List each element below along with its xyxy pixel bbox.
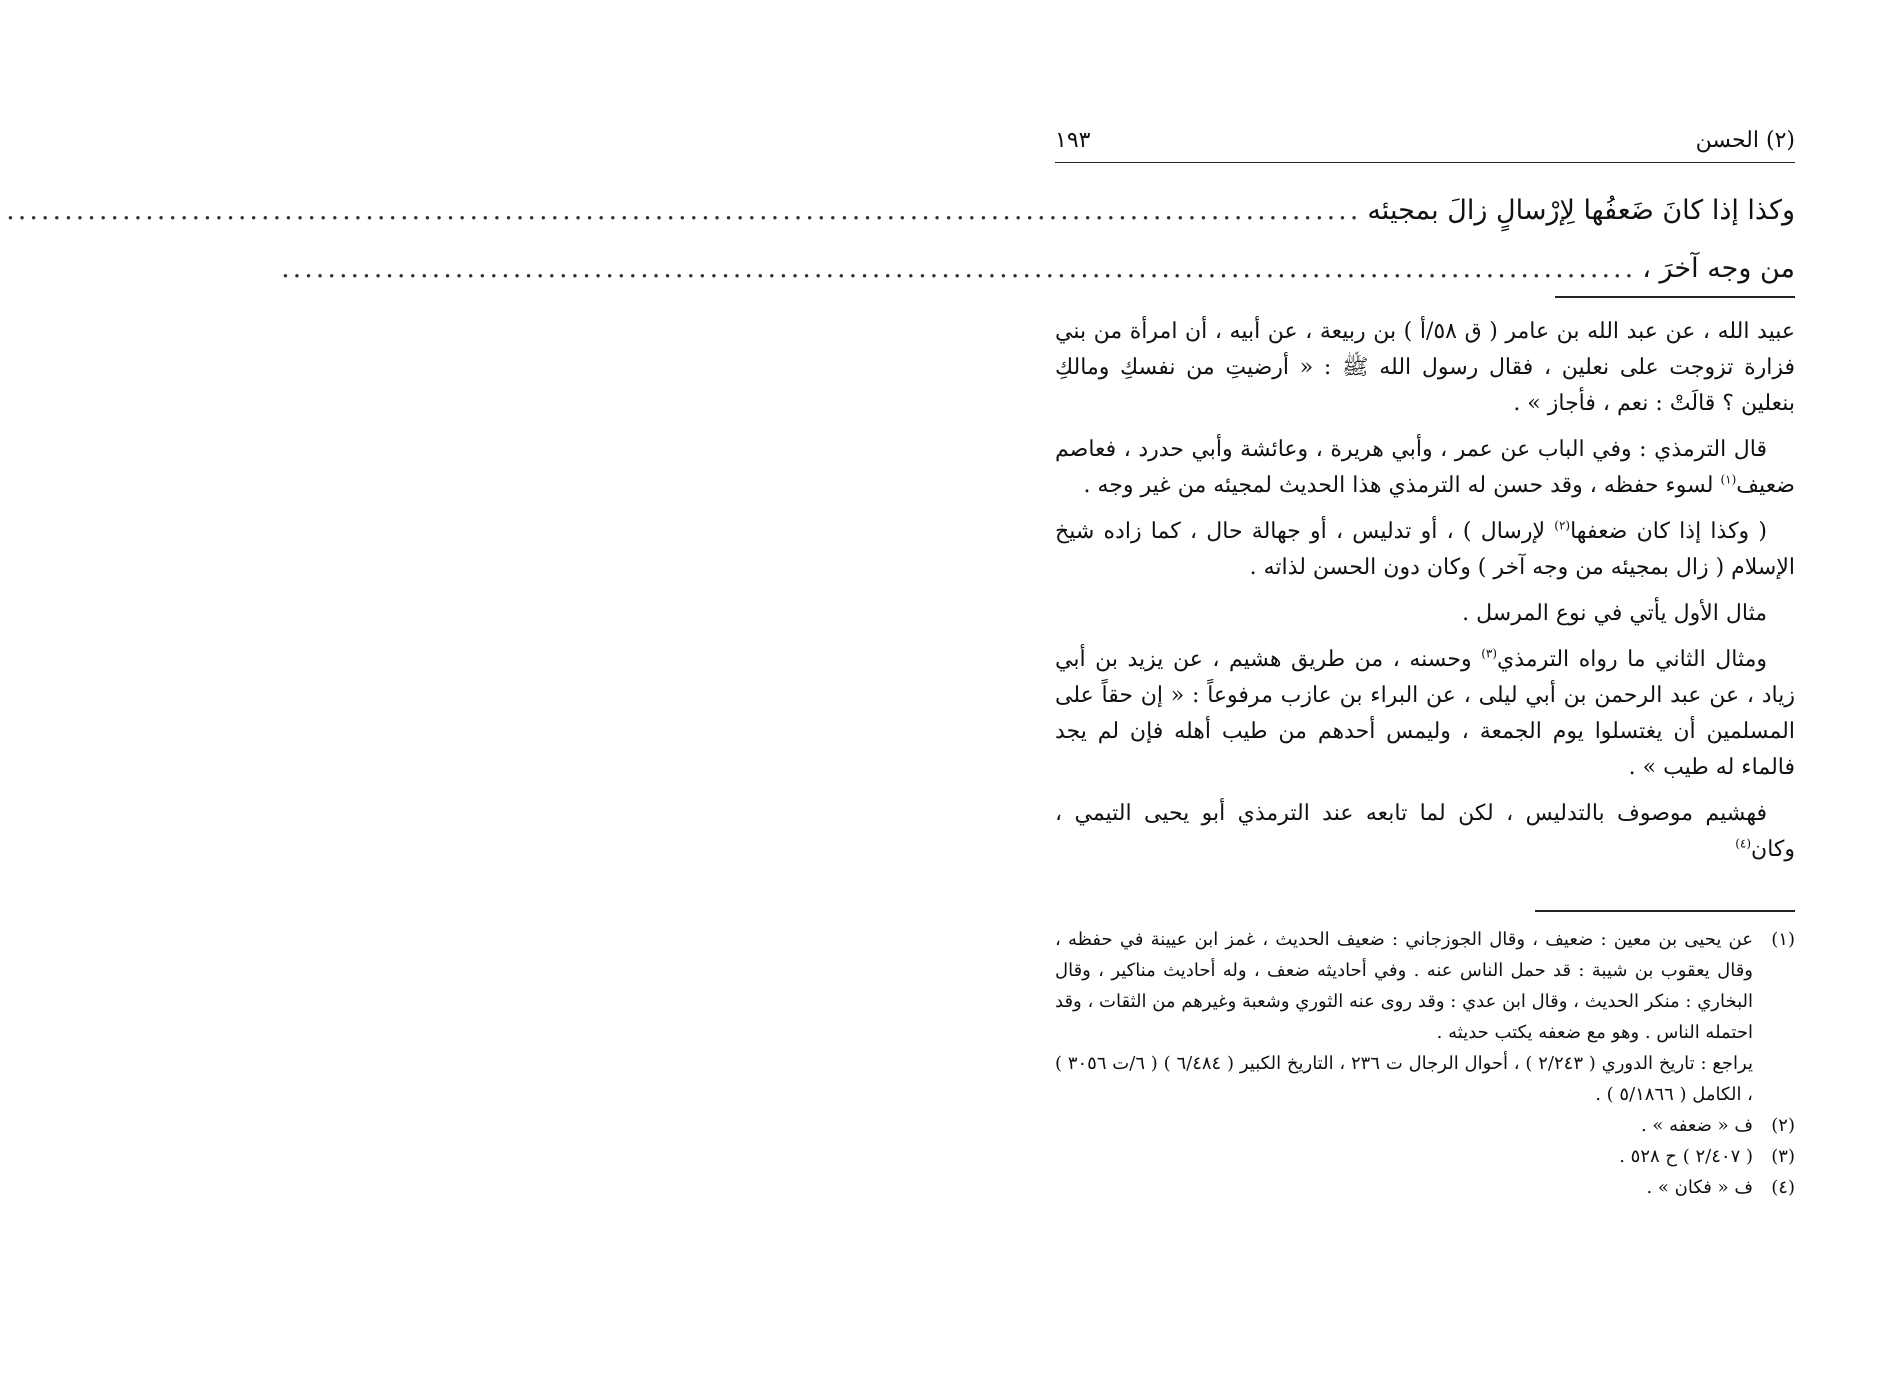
paragraph-4 <box>1055 596 1795 632</box>
paragraph-1-text: عبيد الله ، عن عبد الله بن عامر ( ق ٥٨/أ ) بن ربيعة ، عن أبيه ، أن امرأة من بني فزارة تزوجت على نعلين ، فقال رسول الله ﷺ : « أرضيتِ من نفسكِ ومالكِ بنعلين ؟ قالَتْ : نعم ، فأجاز » . <box>1055 319 1796 416</box>
footnote-3 <box>1055 1141 1795 1172</box>
footnote-separator <box>1535 910 1795 912</box>
matn-line-1-text: وكذا إذا كانَ ضَعفُها لِإرْسالٍ زالَ بمجيئه <box>1367 195 1795 226</box>
matn-line-1 <box>6 182 1795 240</box>
paragraph-4-text: مثال الأول يأتي في نوع المرسل . <box>1462 601 1767 626</box>
footnote-4-text: ف « فكان » . <box>1646 1177 1753 1198</box>
matn-dots-2: ..................................................................................................................... <box>281 253 1637 284</box>
footnote-1 <box>1055 924 1795 1048</box>
paragraph-1 <box>1055 314 1795 422</box>
matn-dots-1: ..................................................................................................................... <box>6 195 1362 226</box>
footnote-4 <box>1055 1172 1795 1203</box>
footnote-1-text: عن يحيى بن معين : ضعيف ، وقال الجوزجاني : ضعيف الحديث ، غمز ابن عيينة في حفظه ، وقال يعقوب بن شيبة : قد حمل الناس عنه . وفي أحاديثه ضعف ، وله أحاديث مناكير ، وقال البخاري : منكر الحديث ، وقال ابن عدي : وقد روى عنه الثوري وشعبة وغيرهم من الثقات ، وقد احتمله الناس . وهو مع ضعفه يكتب حديثه . <box>1055 929 1753 1043</box>
paragraph-3-text-b: لإرسال ) ، أو تدليس ، أو جهالة حال ، كما زاده شيخ الإسلام ( زال بمجيئه من وجه آخر ) وكان دون الحسن لذاته . <box>1055 519 1795 580</box>
paragraph-6-text: فهشيم موصوف بالتدليس ، لكن لما تابعه عند الترمذي أبو يحيى التيمي ، وكان <box>1055 801 1795 862</box>
footnote-ref-1: (١) <box>1720 472 1737 487</box>
paragraph-6 <box>1055 796 1795 868</box>
running-title: (٢) الحسن <box>1695 127 1795 153</box>
matn-verse <box>6 182 1795 298</box>
page-number: ١٩٣ <box>1055 127 1091 153</box>
footnote-4-number: (٤) <box>1771 1177 1795 1198</box>
footnote-ref-2: (٢) <box>1554 518 1571 533</box>
footnote-1-number: (١) <box>1771 929 1795 950</box>
footnote-2-text: ف « ضعفه » . <box>1640 1115 1753 1136</box>
paragraph-5-text-b: وحسنه ، من طريق هشيم ، عن يزيد بن أبي زياد ، عن عبد الرحمن بن أبي ليلى ، عن البراء بن عازب مرفوعاً : « إن حقاً على المسلمين أن يغتسلوا يوم الجمعة ، وليمس أحدهم من طيب أهله فإن لم يجد فالماء له طيب » . <box>1055 647 1795 780</box>
paragraph-2 <box>1055 432 1795 504</box>
paragraph-3-text-a: ( وكذا إذا كان ضعفها <box>1570 519 1768 544</box>
matn-line-2-text: من وجه آخرَ ، <box>1642 253 1795 284</box>
footnote-2-number: (٢) <box>1771 1115 1795 1136</box>
paragraph-5 <box>1055 642 1795 786</box>
footnotes <box>1055 924 1795 1203</box>
commentary-body <box>1055 314 1795 878</box>
paragraph-2-text-b: لسوء حفظه ، وقد حسن له الترمذي هذا الحديث لمجيئه من غير وجه . <box>1083 473 1721 498</box>
paragraph-2-text-a: قال الترمذي : وفي الباب عن عمر ، وأبي هريرة ، وعائشة وأبي حدرد ، فعاصم ضعيف <box>1055 437 1795 498</box>
footnote-2 <box>1055 1110 1795 1141</box>
paragraph-3 <box>1055 514 1795 586</box>
matn-line-2 <box>281 240 1795 298</box>
footnote-1-references: يراجع : تاريخ الدوري ( ٢/٢٤٣ ) ، أحوال الرجال ت ٢٣٦ ، التاريخ الكبير ( ٦/٤٨٤ ) ( ٦/ت ٣٠٥٦ ) ، الكامل ( ٥/١٨٦٦ ) . <box>1055 1053 1753 1105</box>
footnote-ref-4: (٤) <box>1735 836 1752 851</box>
book-page <box>6 0 1900 1383</box>
paragraph-5-text-a: ومثال الثاني ما رواه الترمذي <box>1497 647 1768 672</box>
footnote-3-text: ( ٢/٤٠٧ ) ح ٥٢٨ . <box>1619 1146 1753 1167</box>
matn-separator <box>1555 296 1795 298</box>
footnote-ref-3: (٣) <box>1481 646 1498 661</box>
footnote-3-number: (٣) <box>1771 1146 1795 1167</box>
page-header <box>1055 118 1795 163</box>
